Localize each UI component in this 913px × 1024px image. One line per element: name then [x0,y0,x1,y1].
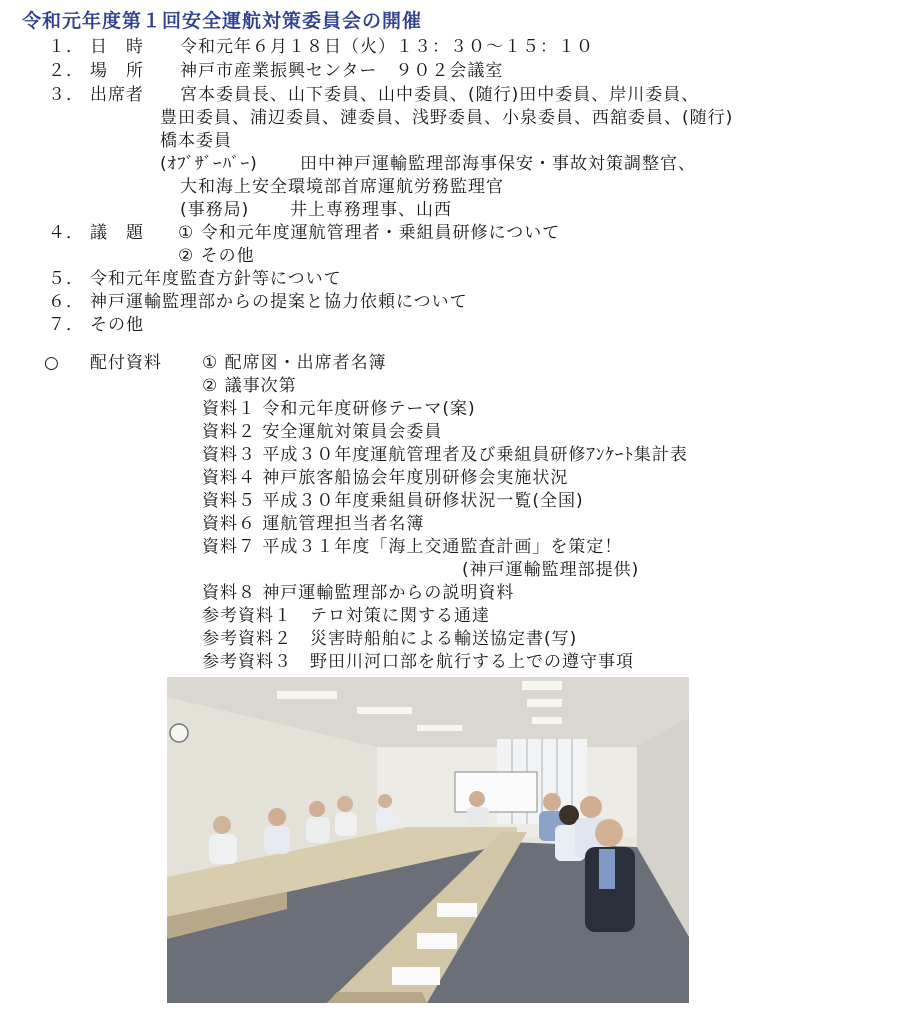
item-date-value: 令和元年６月１８日（火）１３：３０～１５：１０ [180,37,594,57]
item-place-number: ２． [48,61,84,81]
doc-item: 参考資料２ 災害時船舶による輸送協定書(写) [202,629,578,649]
item-7-text: その他 [90,315,144,335]
item-agenda-number: ４． [48,223,84,243]
doc-item: ② 議事次第 [202,376,297,396]
doc-item: 資料４ 神戸旅客船協会年度別研修会実施状況 [202,468,569,488]
observer-line-1: 田中神戸運輸監理部海事保安・事故対策調整官、 [300,154,696,174]
item-6-number: ６． [48,292,84,312]
attendees-line-3: 橋本委員 [160,131,232,151]
doc-item: 資料７ 平成３１年度「海上交通監査計画」を策定！ [202,537,623,557]
item-attendees-number: ３． [48,85,84,105]
distribution-label: 配付資料 [90,353,162,373]
doc-item-note: (神戸運輸監理部提供) [462,560,640,580]
doc-item: 参考資料１ テロ対策に関する通達 [202,606,490,626]
item-place-value: 神戸市産業振興センター ９０２会議室 [180,61,504,81]
agenda-item-2: ② その他 [178,246,255,266]
page-title: 令和元年度第１回安全運航対策委員会の開催 [22,10,423,32]
distribution-bullet: ○ [44,353,60,373]
doc-item: ① 配席図・出席者名簿 [202,353,387,373]
doc-item: 資料２ 安全運航対策員会委員 [202,422,443,442]
observer-line-2: 大和海上安全環境部首席運航労務監理官 [180,177,504,197]
secretariat-label: (事務局) [180,200,250,220]
doc-item: 資料１ 令和元年度研修テーマ(案) [202,399,476,419]
doc-item: 参考資料３ 野田川河口部を航行する上での遵守事項 [202,652,634,672]
item-6-text: 神戸運輸監理部からの提案と協力依頼について [90,292,468,312]
meeting-photo [167,677,689,1003]
item-attendees-label: 出席者 [90,85,144,105]
doc-item: 資料３ 平成３０年度運航管理者及び乗組員研修ｱﾝｹｰﾄ集計表 [202,445,688,465]
doc-item: 資料６ 運航管理担当者名簿 [202,514,425,534]
item-agenda-label: 議 題 [90,223,144,243]
item-5-number: ５． [48,269,84,289]
observer-label: (ｵﾌﾞｻﾞｰﾊﾞｰ) [160,154,258,174]
doc-item: 資料８ 神戸運輸監理部からの説明資料 [202,583,515,603]
attendees-line-1: 宮本委員長、山下委員、山中委員、(随行)田中委員、岸川委員、 [180,85,700,105]
item-date-number: １． [48,37,84,57]
agenda-item-1: ① 令和元年度運航管理者・乗組員研修について [178,223,561,243]
item-7-number: ７． [48,315,84,335]
secretariat-members: 井上専務理事、山西 [290,200,452,220]
item-date-label: 日 時 [90,37,144,57]
attendees-line-2: 豊田委員、浦辺委員、漣委員、浅野委員、小泉委員、西舘委員、(随行) [160,108,734,128]
item-5-text: 令和元年度監査方針等について [90,269,342,289]
item-place-label: 場 所 [90,61,144,81]
doc-item: 資料５ 平成３０年度乗組員研修状況一覧(全国) [202,491,584,511]
